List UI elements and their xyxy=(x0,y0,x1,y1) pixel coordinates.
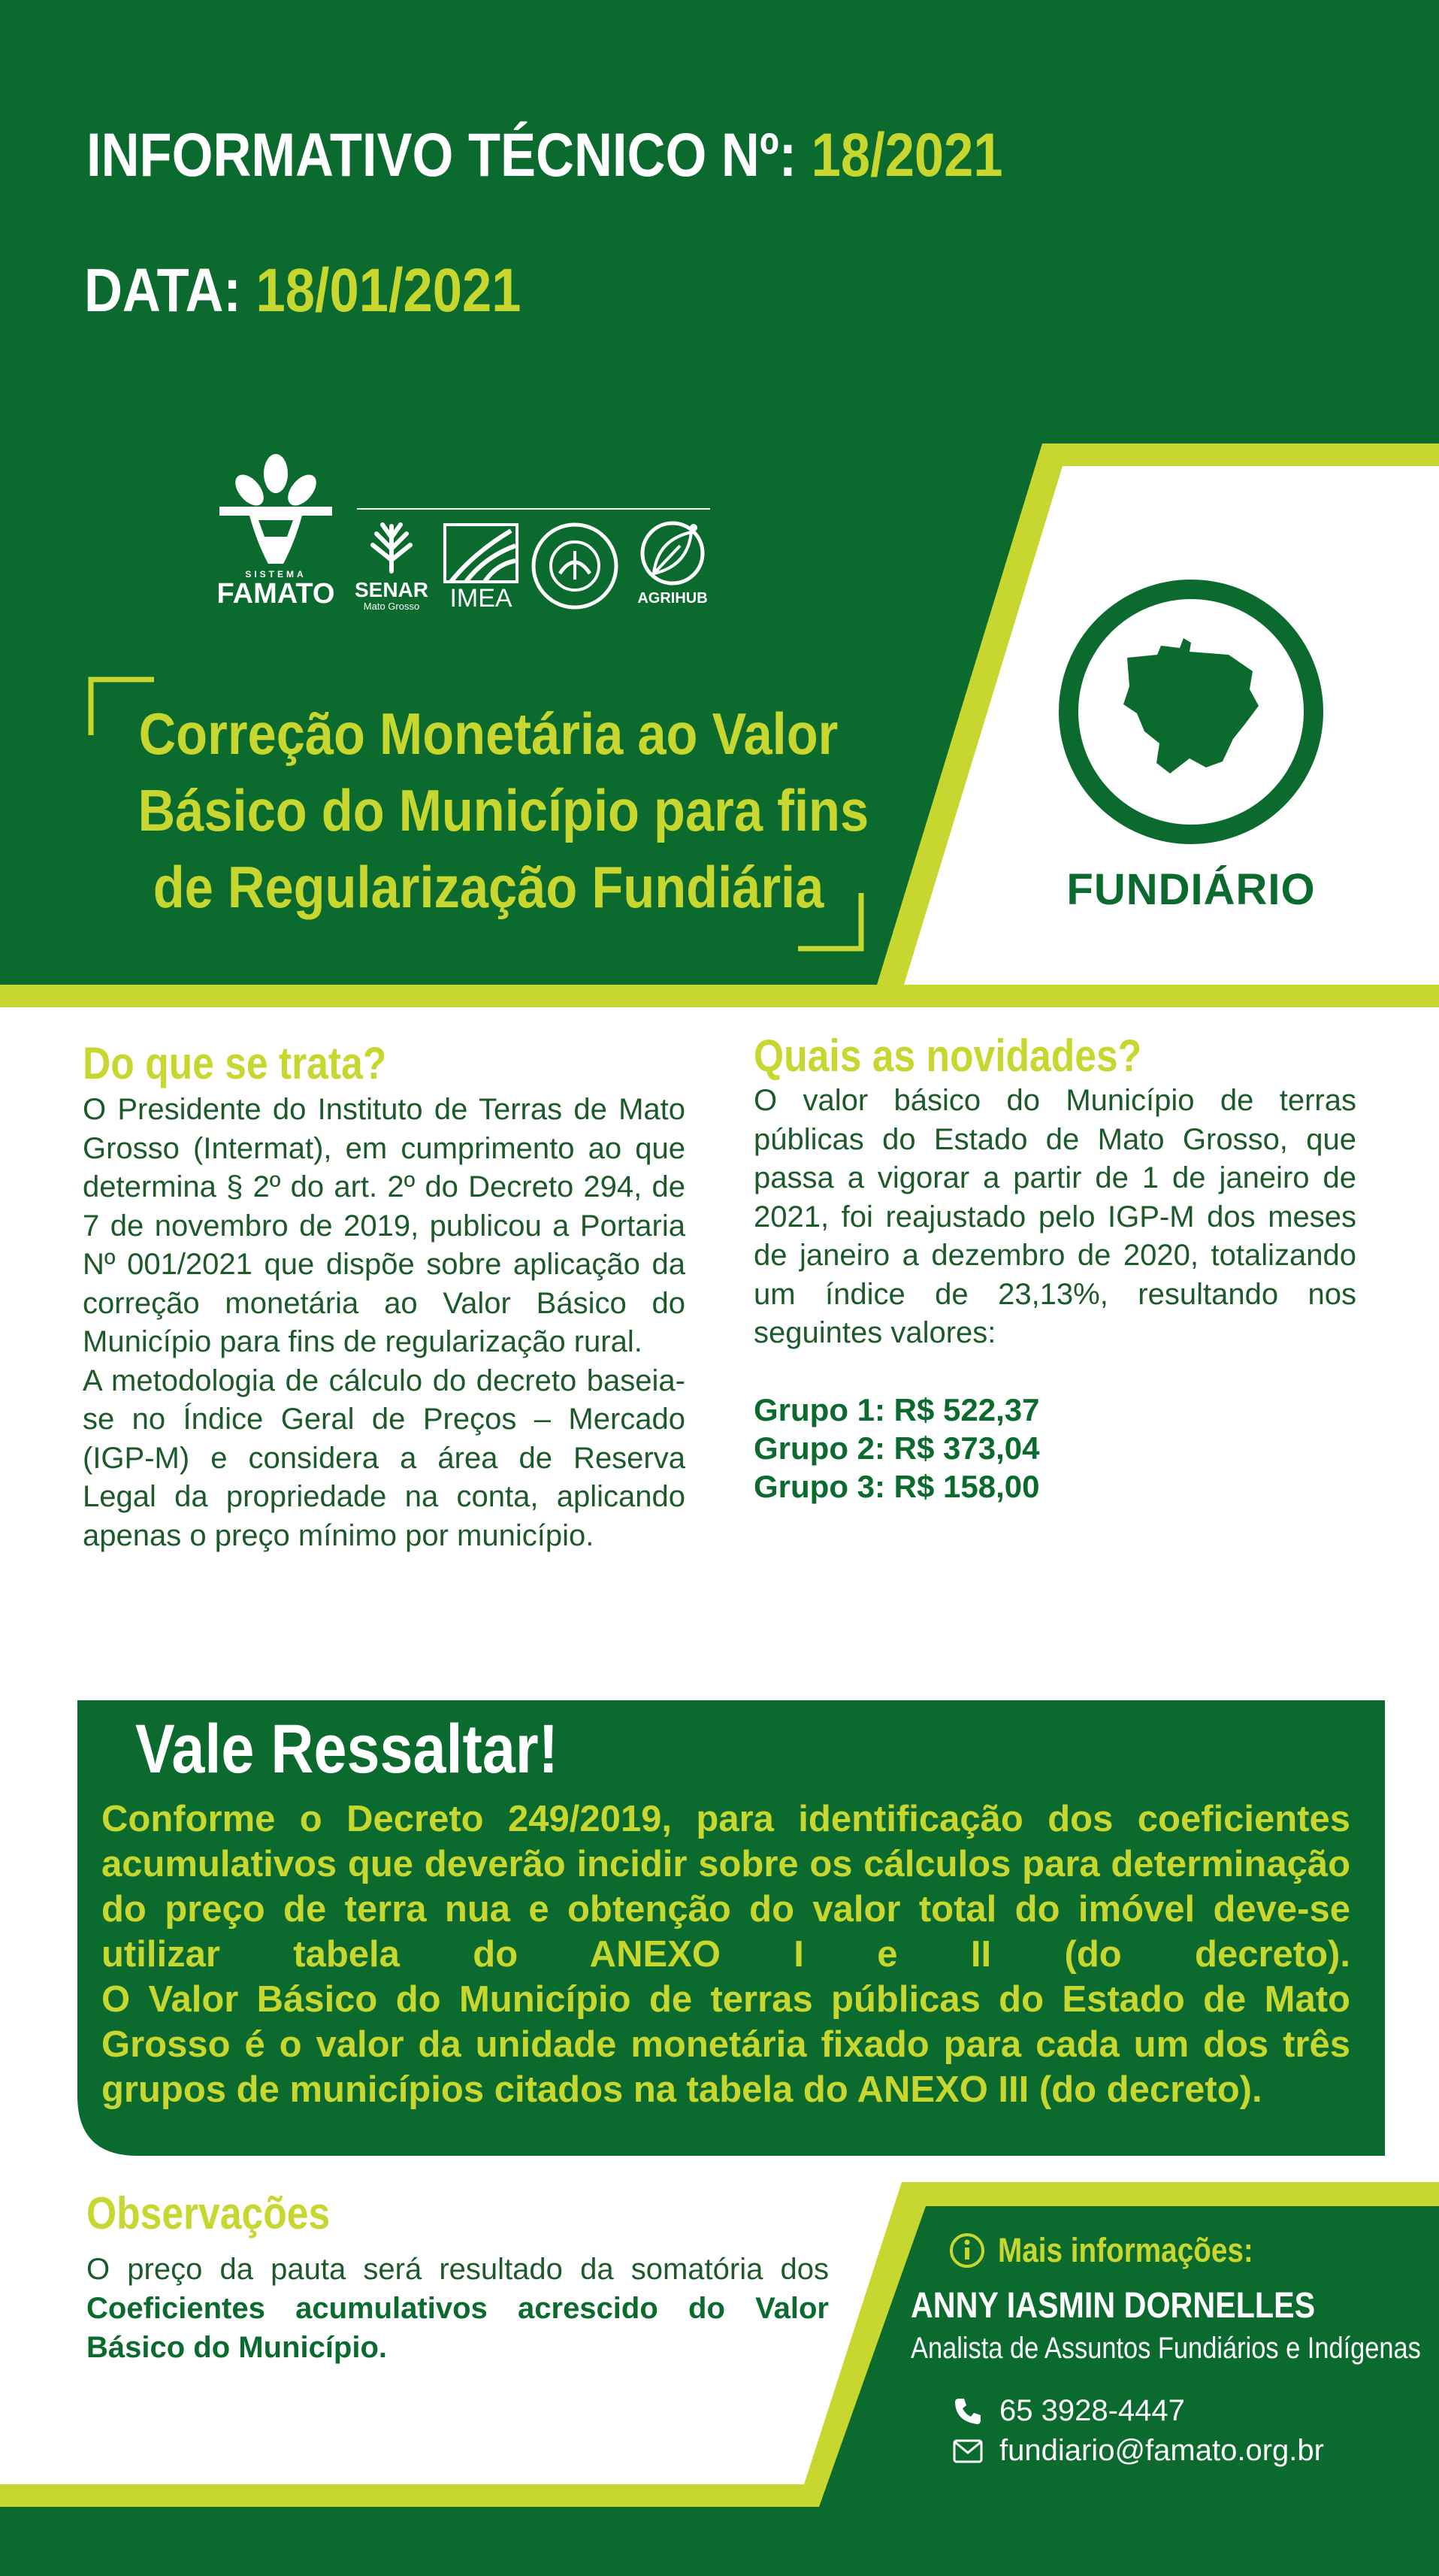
section-what-is-it-paragraph-1: O Presidente do Instituto de Terras de Mato Grosso (Intermat), em cumprimento ao que determina § 2º do art. 2º do Decreto 294, de 7 de novembro de 2019, publicou a Portaria Nº 001/2021 que dispõe sobre aplicação da correção monetária ao Valor Básico do Município para fins de regularização rural. xyxy=(83,1093,685,1358)
agrihub-leaf-icon xyxy=(635,517,710,586)
more-info-label: Mais informações: xyxy=(998,2231,1253,2269)
logo-senar xyxy=(352,519,431,612)
imea-road-icon xyxy=(443,523,518,583)
logo-agrihub xyxy=(628,517,717,607)
informativo-label: INFORMATIVO TÉCNICO Nº: xyxy=(86,121,797,189)
section-what-is-it-paragraph-2: A metodologia de cálculo do decreto baseia-se no Índice Geral de Preços – Mercado (IGP-M) e considera a área de Reserva Legal da propriedade na conta, aplicando apenas o preço mínimo por município. xyxy=(83,1364,685,1552)
hero-title xyxy=(90,695,887,925)
highlight-paragraph-2: O Valor Básico do Município de terras públicas do Estado de Mato Grosso é o valor da unidade monetária fixado para cada um dos três grupos de municípios citados na tabela do ANEXO III (do decreto). xyxy=(101,1979,1350,2110)
logo-imea xyxy=(441,523,521,613)
section-whats-new xyxy=(754,1030,1356,1506)
senar-label: SENAR xyxy=(354,578,428,601)
section-what-is-it xyxy=(83,1037,685,1555)
phone-icon xyxy=(953,2396,983,2426)
email-icon xyxy=(953,2439,983,2463)
logo-divider xyxy=(357,508,710,510)
section-whats-new-heading: Quais as novidades? xyxy=(754,1031,1142,1081)
famato-small-label: SISTEMA xyxy=(245,569,307,580)
group-2-value: Grupo 2: R$ 373,04 xyxy=(754,1430,1040,1466)
logo-famato xyxy=(212,453,340,610)
info-icon xyxy=(948,2232,986,2269)
famato-label: FAMATO xyxy=(216,578,335,610)
section-what-is-it-heading: Do que se trata? xyxy=(83,1038,387,1088)
contact-name: ANNY IASMIN DORNELLES xyxy=(911,2286,1316,2326)
hero-title-line-2: Básico do Município para fins xyxy=(138,777,869,843)
informativo-title xyxy=(86,120,1003,191)
mato-grosso-map-icon xyxy=(1056,577,1326,847)
contact-phone-number: 65 3928-4447 xyxy=(999,2394,1185,2427)
senar-wheat-icon xyxy=(361,519,422,576)
logo-sindicatos xyxy=(530,521,620,611)
contact-email[interactable] xyxy=(953,2434,1324,2468)
date-line xyxy=(84,256,521,326)
imea-label: IMEA xyxy=(449,584,512,613)
highlight-paragraph-1: Conforme o Decreto 249/2019, para identificação dos coeficientes acumulativos que deverão incidir sobre os cálculos para determinação do preço de terra nua e obtenção do valor total do imóvel deve-se utilizar tabela do ANEXO I e II (do decreto). xyxy=(101,1799,1350,1975)
senar-sublabel: Mato Grosso xyxy=(363,601,420,612)
date-label: DATA: xyxy=(84,256,241,325)
section-what-is-it-body xyxy=(83,1091,685,1555)
sindicatos-seal-icon xyxy=(530,521,620,611)
group-3-value: Grupo 3: R$ 158,00 xyxy=(754,1468,1040,1504)
contact-phone[interactable] xyxy=(953,2394,1185,2428)
highlight-body xyxy=(101,1797,1350,2112)
contact-role: Analista de Assuntos Fundiários e Indígenas xyxy=(911,2332,1421,2365)
famato-emblem-icon xyxy=(212,453,340,565)
highlight-title: Vale Ressaltar! xyxy=(135,1711,559,1787)
section-whats-new-body: O valor básico do Município de terras públicas do Estado de Mato Grosso, que passa a vigorar a partir de 1 de janeiro de 2021, foi reajustado pelo IGP-M dos meses de janeiro a dezembro de 2020, totalizando um índice de 23,13%, resultando nos seguintes valores: xyxy=(754,1084,1356,1349)
date-value: 18/01/2021 xyxy=(255,256,521,325)
group-1-value: Grupo 1: R$ 522,37 xyxy=(754,1391,1040,1427)
observations-text-bold: Coeficientes acumulativos acrescido do Valor Básico do Município. xyxy=(86,2292,829,2364)
group-values-list xyxy=(754,1391,1356,1506)
observations-text: O preço da pauta será resultado da somatória dos xyxy=(86,2253,829,2286)
observations-heading: Observações xyxy=(86,2188,331,2238)
category-label: FUNDIÁRIO xyxy=(1066,865,1316,914)
agrihub-label: AGRIHUB xyxy=(637,590,708,607)
hero-title-line-3: de Regularização Fundiária xyxy=(153,854,824,920)
contact-email-address: fundiario@famato.org.br xyxy=(999,2434,1324,2467)
informativo-number: 18/2021 xyxy=(811,121,1003,189)
title-bracket-bottom-right xyxy=(797,891,864,952)
more-info-heading xyxy=(948,2231,1295,2270)
hero-title-line-1: Correção Monetária ao Valor xyxy=(138,701,839,767)
observations-body xyxy=(86,2250,829,2367)
